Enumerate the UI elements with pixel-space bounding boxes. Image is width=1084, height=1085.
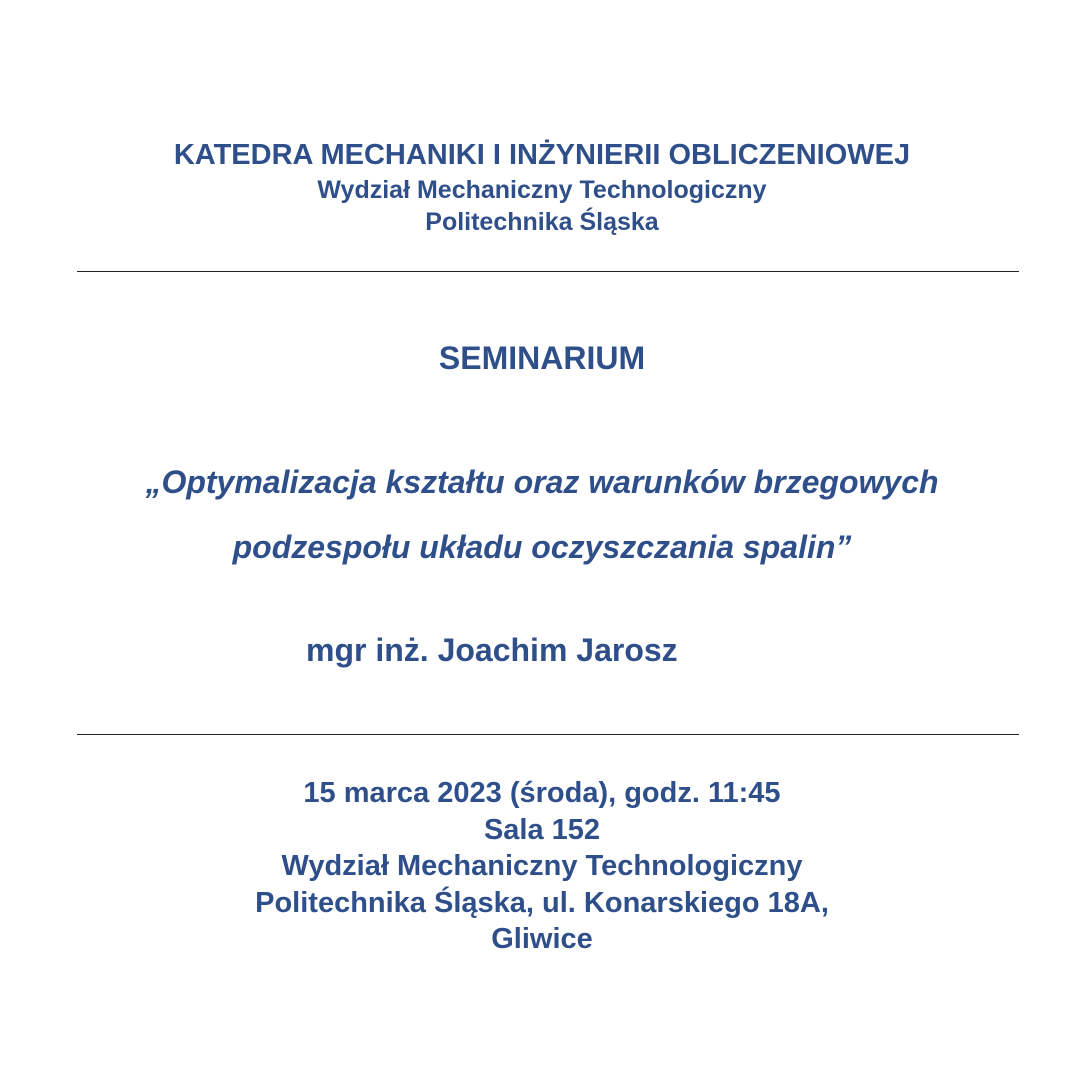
seminar-title-line-2: podzespołu układu oczyszczania spalin”	[232, 529, 852, 565]
event-date-time: 15 marca 2023 (środa), godz. 11:45	[303, 777, 781, 809]
speaker-name: mgr inż. Joachim Jarosz	[306, 632, 678, 668]
event-address: Politechnika Śląska, ul. Konarskiego 18A,	[255, 887, 829, 919]
faculty-subheading: Wydział Mechaniczny Technologiczny	[317, 176, 767, 204]
event-city: Gliwice	[491, 923, 593, 955]
department-heading: KATEDRA MECHANIKI I INŻYNIERII OBLICZENIOWEJ	[173, 139, 911, 171]
event-faculty: Wydział Mechaniczny Technologiczny	[281, 850, 803, 882]
event-room: Sala 152	[483, 814, 601, 846]
bottom-divider	[77, 734, 1019, 735]
top-divider	[77, 271, 1019, 272]
seminar-title-line-1: „Optymalizacja kształtu oraz warunków brzegowych	[145, 464, 939, 500]
event-type-heading: SEMINARIUM	[438, 340, 646, 376]
university-subheading: Politechnika Śląska	[425, 208, 659, 236]
